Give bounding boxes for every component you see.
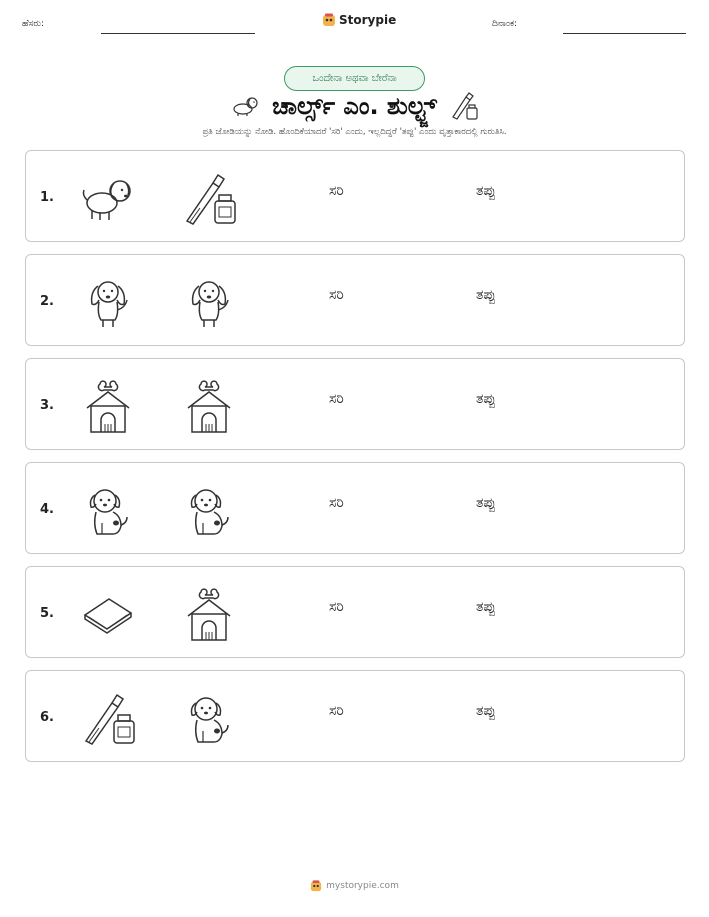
doghouse-icon (184, 588, 234, 642)
footer-url[interactable]: mystorypie.com (326, 881, 399, 891)
option-yes[interactable]: ಸರಿ (329, 599, 344, 615)
question-row-1 (25, 150, 685, 242)
left-picture (78, 587, 138, 643)
left-picture (78, 171, 138, 227)
option-yes[interactable]: ಸರಿ (329, 287, 344, 303)
brand-name: Storypie (339, 13, 397, 27)
question-row-2 (25, 254, 685, 346)
option-no[interactable]: ತಪ್ಪು (476, 599, 496, 615)
page-title: ಚಾರ್ಲ್ಸ್ ಎಂ. ಶುಲ್ಟ್ಜ್ (272, 92, 437, 120)
storypie-mascot-icon (322, 13, 336, 27)
option-yes[interactable]: ಸರಿ (329, 183, 344, 199)
option-no[interactable]: ತಪ್ಪು (476, 287, 496, 303)
pen-and-ink-icon (449, 91, 479, 121)
option-no[interactable]: ತಪ್ಪು (476, 391, 496, 407)
left-picture (78, 275, 138, 331)
question-number: 5. (40, 605, 54, 621)
name-label: ಹೆಸರು: (22, 19, 45, 29)
instructions: ಪ್ರತಿ ಜೋಡಿಯನ್ನು ನೋಡಿ. ಹೊಂದಿಕೆಯಾದರೆ 'ಸರಿ' ಎಂದು, ಇಲ್ಲದಿದ್ದರೆ 'ತಪ್ಪು' ಎಂದು ವೃತ್ತಾಕಾರದಲ್ಲಿ ಗುರುತಿಸಿ. (202, 127, 507, 137)
right-picture (179, 691, 239, 747)
beagle-icon (81, 276, 135, 330)
footer (0, 880, 709, 892)
puppy-icon (230, 95, 260, 117)
question-number: 2. (40, 293, 54, 309)
question-row-5 (25, 566, 685, 658)
pen-and-ink-icon (181, 171, 237, 227)
name-field[interactable] (101, 33, 255, 34)
option-no[interactable]: ತಪ್ಪು (476, 183, 496, 199)
spotted-puppy-icon (83, 485, 133, 537)
right-picture (179, 587, 239, 643)
question-number: 4. (40, 501, 54, 517)
date-label: ದಿನಾಂಕ: (492, 19, 518, 29)
right-picture (179, 379, 239, 435)
date-field[interactable] (563, 33, 686, 34)
brand-logo (322, 13, 396, 27)
question-number: 6. (40, 709, 54, 725)
option-no[interactable]: ತಪ್ಪು (476, 703, 496, 719)
right-picture (179, 171, 239, 227)
puppy-icon (80, 175, 136, 223)
spotted-puppy-icon (184, 485, 234, 537)
option-yes[interactable]: ಸರಿ (329, 391, 344, 407)
question-row-3 (25, 358, 685, 450)
pen-and-ink-icon (80, 691, 136, 747)
question-number: 1. (40, 189, 54, 205)
title-row (0, 91, 709, 121)
left-picture (78, 691, 138, 747)
option-yes[interactable]: ಸರಿ (329, 495, 344, 511)
blanket-icon (81, 595, 135, 635)
spotted-puppy-icon (184, 693, 234, 745)
worksheet-type-badge: ಒಂದೇನಾ ಅಥವಾ ಬೇರೆನಾ (284, 66, 425, 91)
left-picture (78, 379, 138, 435)
storypie-mascot-icon (310, 880, 322, 892)
beagle-icon (182, 276, 236, 330)
doghouse-icon (184, 380, 234, 434)
right-picture (179, 275, 239, 331)
option-no[interactable]: ತಪ್ಪು (476, 495, 496, 511)
doghouse-icon (83, 380, 133, 434)
left-picture (78, 483, 138, 539)
question-row-4 (25, 462, 685, 554)
question-number: 3. (40, 397, 54, 413)
right-picture (179, 483, 239, 539)
option-yes[interactable]: ಸರಿ (329, 703, 344, 719)
question-row-6 (25, 670, 685, 762)
